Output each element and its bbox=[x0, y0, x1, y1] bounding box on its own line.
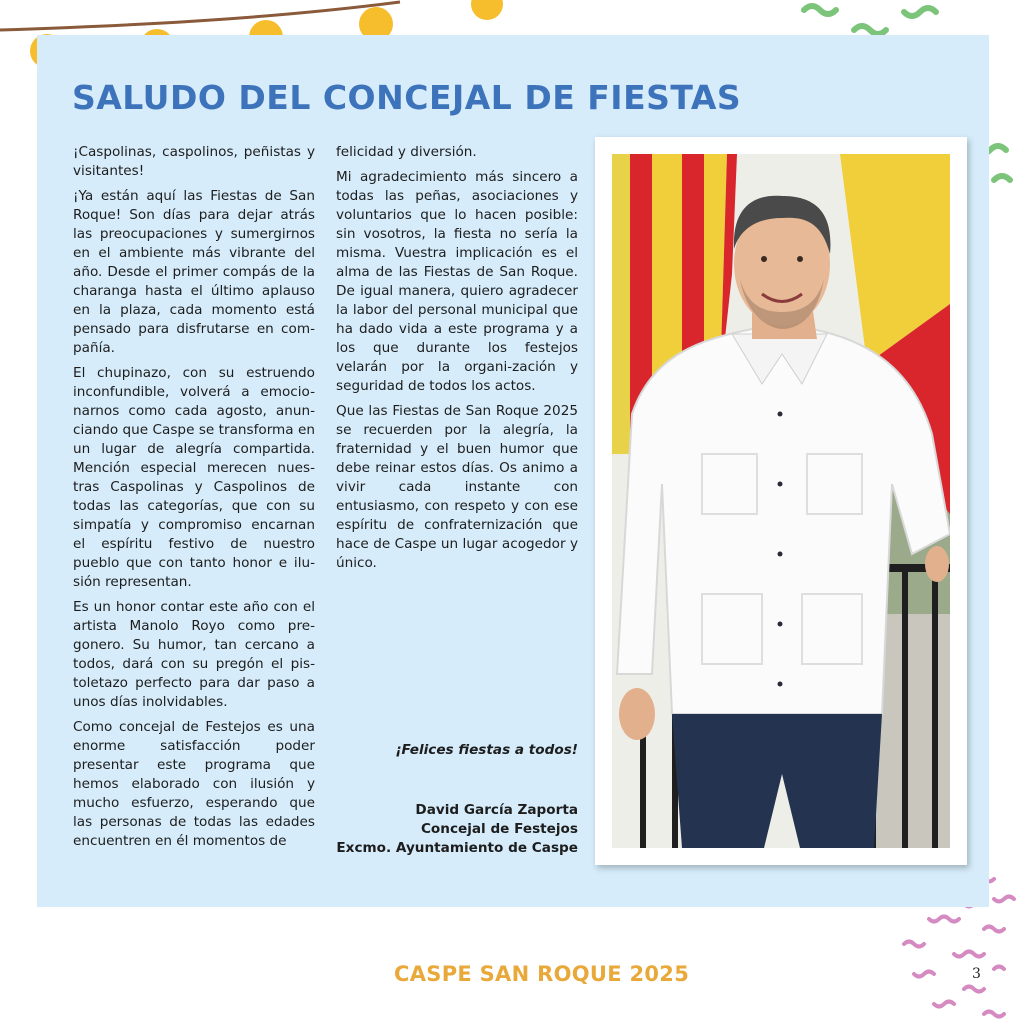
paragraph: Que las Fiestas de San Roque 2025 se recuerden por la alegría, la fraternidad y el buen humor que debe reinar estos días. Os animo a vivir cada instante con entusiasmo, con respeto y con ese espíritu de confraternización que hace de Caspe un lugar acogedor y único. bbox=[336, 403, 578, 571]
portrait-icon bbox=[612, 154, 950, 848]
portrait-photo bbox=[612, 154, 950, 848]
paragraph: ¡Ya están aquí las Fiestas de San Roque! Son días para dejar atrás las preocupaciones y sumergirnos en el ambiente más vibrante del año. Desde el primer compás de la charanga hasta el último aplauso en la plaza, cada momento está pensado para disfrutarse en com-pañía. bbox=[73, 188, 315, 356]
signature-role: Concejal de Festejos bbox=[420, 821, 578, 837]
page-title: SALUDO DEL CONCEJAL DE FIESTAS bbox=[72, 78, 742, 117]
closing-line: ¡Felices fiestas a todos! bbox=[395, 742, 578, 758]
text-column-middle bbox=[336, 143, 578, 579]
signature-name: David García Zaporta bbox=[415, 802, 578, 818]
signature-block bbox=[320, 801, 578, 858]
signature-org: Excmo. Ayuntamiento de Caspe bbox=[336, 840, 578, 856]
photo-frame bbox=[595, 137, 967, 865]
paragraph: ¡Caspolinas, caspolinos, peñistas y visitantes! bbox=[73, 144, 315, 179]
paragraph: El chupinazo, con su estruendo inconfundible, volverá a emocio-narnos como cada agosto, anun-ciando que Caspe se transforma en un lugar de alegría compartida. Mención especial merecen nues-tras Caspolinas y Caspolinos de todas las categorías, que con su simpatía y compromiso encarnan el espíritu festivo de nuestro pueblo que con tanto honor e ilu-sión representan. bbox=[73, 365, 315, 590]
paragraph: felicidad y diversión. bbox=[336, 144, 477, 160]
text-column-left bbox=[73, 143, 315, 857]
page-number: 3 bbox=[972, 966, 981, 982]
footer-title: CASPE SAN ROQUE 2025 bbox=[394, 962, 690, 986]
paragraph: Mi agradecimiento más sincero a todas las peñas, asociaciones y voluntarios que lo hacen posible: sin vosotros, la fiesta no sería la misma. Vuestra implicación es el alma de las Fiestas de San Roque. De igual manera, quiero agradecer la labor del personal municipal que ha dado vida a este programa y a los que durante los festejos velarán por la organi-zación y seguridad de todos los actos. bbox=[336, 169, 578, 394]
paragraph: Como concejal de Festejos es una enorme satisfacción poder presentar este programa que hemos elaborado con ilusión y mucho esfuerzo, esperando que las personas de todas las edades encuentren en él momentos de bbox=[73, 719, 315, 849]
paragraph: Es un honor contar este año con el artista Manolo Royo como pre-gonero. Su humor, tan cercano a todos, dará con su pregón el pis-toletazo perfecto para dar paso a unos días inolvidables. bbox=[73, 599, 315, 710]
